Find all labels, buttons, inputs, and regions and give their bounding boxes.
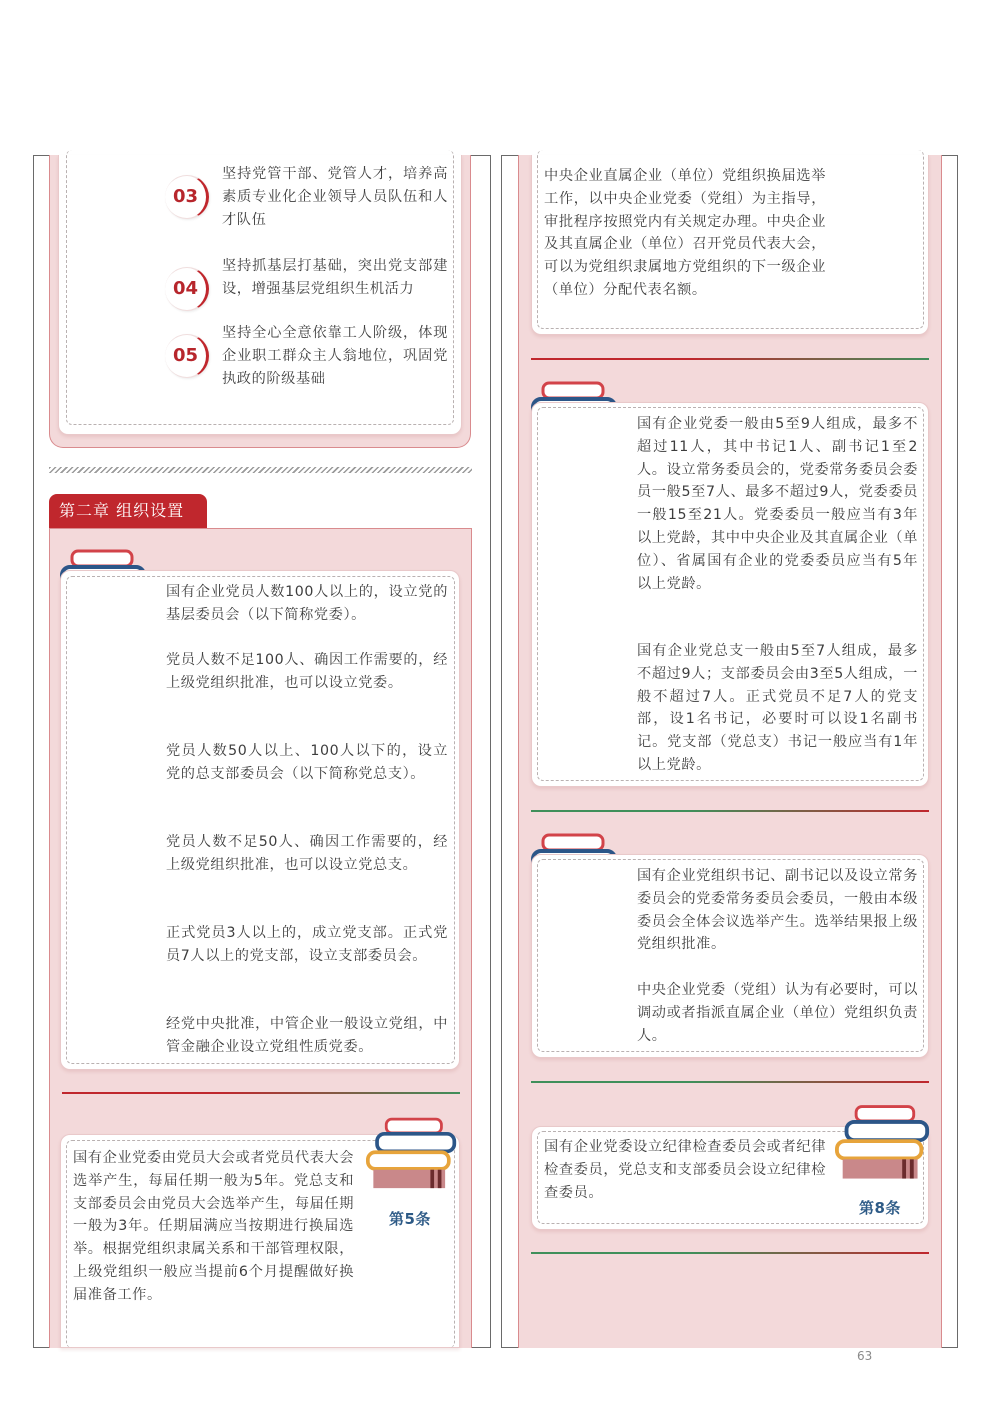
section-divider — [62, 1092, 460, 1094]
principle-item-text: 坚持抓基层打基础，突出党支部建设，增强基层党组织生机活力 — [222, 258, 448, 297]
principle-item-text: 坚持党管干部、党管人才，培养高素质专业化企业领导人员队伍和人才队伍 — [222, 166, 448, 228]
article-8-label: 第8条 — [859, 1199, 901, 1217]
article-4-paragraph: 党员人数不足100人、确因工作需要的，经上级党组织批准，也可以设立党委。 — [166, 652, 448, 691]
article-5-label: 第5条 — [389, 1210, 431, 1228]
chapter-title-tab: 第二章 组织设置 — [49, 494, 207, 528]
item-number-badge: 03 — [165, 175, 209, 219]
article-4-paragraph: 正式党员3人以上的，成立党支部。正式党员7人以上的党支部，设立支部委员会。 — [166, 925, 448, 964]
section-divider — [531, 1081, 929, 1083]
item-number-badge: 04 — [165, 267, 209, 311]
principle-item-text: 坚持全心全意依靠工人阶级，体现企业职工群众主人翁地位，巩固党执政的阶级基础 — [222, 325, 448, 387]
section-divider — [531, 1252, 929, 1254]
election-text: 中央企业直属企业（单位）党组织换届选举工作，以中央企业党委（党组）为主指导，审批程序按照党内有关规定办理。中央企业及其直属企业（单位）召开党员代表大会，可以为党组织隶属地方党组织的下一级企业（单位）分配代表名额。 — [544, 168, 826, 298]
article-5-text: 国有企业党委由党员大会或者党员代表大会选举产生，每届任期一般为5年。党总支和支部委员会由党员大会选举产生，每届任期一般为3年。任期届满应当按期进行换届选举。根据党组织隶属关系和干部管理权限，上级党组织一般应当提前6个月提醒做好换届准备工作。 — [73, 1150, 354, 1303]
article-8-text: 国有企业党委设立纪律检查委员会或者纪律检查委员，党总支和支部委员会设立纪律检查委员。 — [544, 1139, 826, 1201]
section-divider — [531, 358, 929, 360]
article-4-paragraph: 国有企业党员人数100人以上的，设立党的基层委员会（以下简称党委）。 — [166, 584, 448, 623]
hatch-divider — [49, 467, 472, 473]
article-4-paragraph: 经党中央批准，中管企业一般设立党组，中管金融企业设立党组性质党委。 — [166, 1016, 448, 1055]
article-7-paragraph: 中央企业党委（党组）认为有必要时，可以调动或者指派直属企业（单位）党组织负责人。 — [637, 982, 918, 1044]
books-stack-icon — [366, 1115, 458, 1195]
books-stack-icon — [835, 1104, 931, 1184]
article-6-paragraph: 国有企业党总支一般由5至7人组成，最多不超过9人；支部委员会由3至5人组成，一般不超过7人。正式党员不足7人的党支部，设1名书记，必要时可以设1名副书记。党支部（党总支）书记一般应当有1年以上党龄。 — [637, 643, 918, 773]
item-number-badge: 05 — [165, 334, 209, 378]
page-number: 63 — [857, 1349, 873, 1363]
section-divider — [531, 810, 929, 812]
article-4-paragraph: 党员人数不足50人、确因工作需要的，经上级党组织批准，也可以设立党总支。 — [166, 834, 448, 873]
article-6-paragraph: 国有企业党委一般由5至9人组成，最多不超过11人，其中书记1人、副书记1至2人。设立常务委员会的，党委常务委员会委员一般5至7人、最多不超过9人，党委委员一般15至21人。党委委员一般应当有3年以上党龄，其中中央企业及其直属企业（单位）、省属国有企业的党委委员应当有5年以上党龄。 — [637, 416, 918, 592]
article-4-paragraph: 党员人数50人以上、100人以下的，设立党的总支部委员会（以下简称党总支）。 — [166, 743, 448, 782]
article-7-paragraph: 国有企业党组织书记、副书记以及设立常务委员会的党委常务委员会委员，一般由本级委员会全体会议选举产生。选举结果报上级党组织批准。 — [637, 868, 918, 953]
